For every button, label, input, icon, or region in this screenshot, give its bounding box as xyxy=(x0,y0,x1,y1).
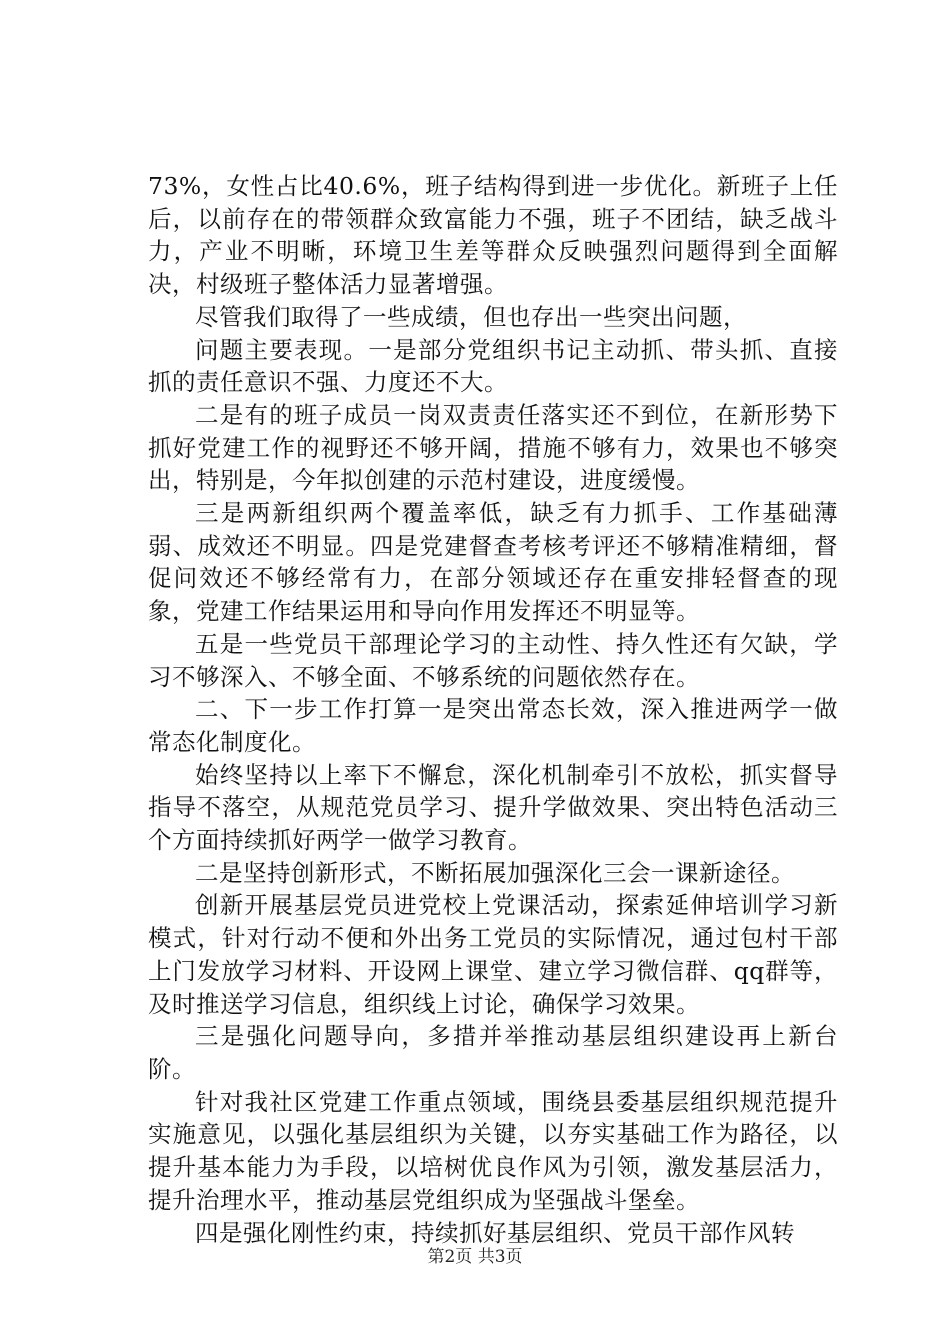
paragraph-9: 二是坚持创新形式，不断拓展加强深化三会一课新途径。 xyxy=(195,858,795,887)
paragraph-7: 二、下一步工作打算一是突出常态长效，深入推进两学一做常态化制度化。 xyxy=(148,695,838,756)
paragraph-4: 二是有的班子成员一岗双责责任落实还不到位，在新形势下抓好党建工作的视野还不够开阔，措施不够有力，效果也不够突出，特别是，今年拟创建的示范村建设，进度缓慢。 xyxy=(148,400,838,495)
paragraph-10: 创新开展基层党员进党校上党课活动，探索延伸培训学习新模式，针对行动不便和外出务工党员的实际情况，通过包村干部上门发放学习材料、开设网上课堂、建立学习微信群、qq群等，及时推送学习信息，组织线上讨论，确保学习效果。 xyxy=(148,891,838,1018)
page-footer xyxy=(0,1247,950,1267)
paragraph-3: 问题主要表现。一是部分党组织书记主动抓、带头抓、直接抓的责任意识不强、力度还不大。 xyxy=(148,335,838,397)
document-body xyxy=(148,170,838,1249)
paragraph-12: 针对我社区党建工作重点领域，围绕县委基层组织规范提升实施意见，以强化基层组织为关键，以夯实基础工作为路径，以提升基本能力为手段，以培树优良作风为引领，激发基层活力，提升治理水平，推动基层党组织成为坚强战斗堡垒。 xyxy=(148,1087,838,1214)
paragraph-5: 三是两新组织两个覆盖率低，缺乏有力抓手、工作基础薄弱、成效还不明显。四是党建督查考核考评还不够精准精细，督促问效还不够经常有力，在部分领域还存在重安排轻督查的现象，党建工作结果运用和导向作用发挥还不明显等。 xyxy=(148,499,838,626)
paragraph-1: 73%，女性占比40.6%，班子结构得到进一步优化。新班子上任后，以前存在的带领群众致富能力不强，班子不团结，缺乏战斗力，产业不明晰，环境卫生差等群众反映强烈问题得到全面解决，村级班子整体活力显著增强。 xyxy=(148,172,838,299)
paragraph-8: 始终坚持以上率下不懈怠，深化机制牵引不放松，抓实督导指导不落空，从规范党员学习、提升学做效果、突出特色活动三个方面持续抓好两学一做学习教育。 xyxy=(148,760,838,855)
paragraph-6: 五是一些党员干部理论学习的主动性、持久性还有欠缺，学习不够深入、不够全面、不够系统的问题依然存在。 xyxy=(148,629,838,691)
page-number-label: 第2页 共3页 xyxy=(427,1247,523,1267)
paragraph-13: 四是强化刚性约束，持续抓好基层组织、党员干部作风转 xyxy=(195,1218,795,1247)
paragraph-11: 三是强化问题导向，多措并举推动基层组织建设再上新台阶。 xyxy=(148,1022,838,1083)
paragraph-2: 尽管我们取得了一些成绩，但也存出一些突出问题， xyxy=(195,302,747,331)
